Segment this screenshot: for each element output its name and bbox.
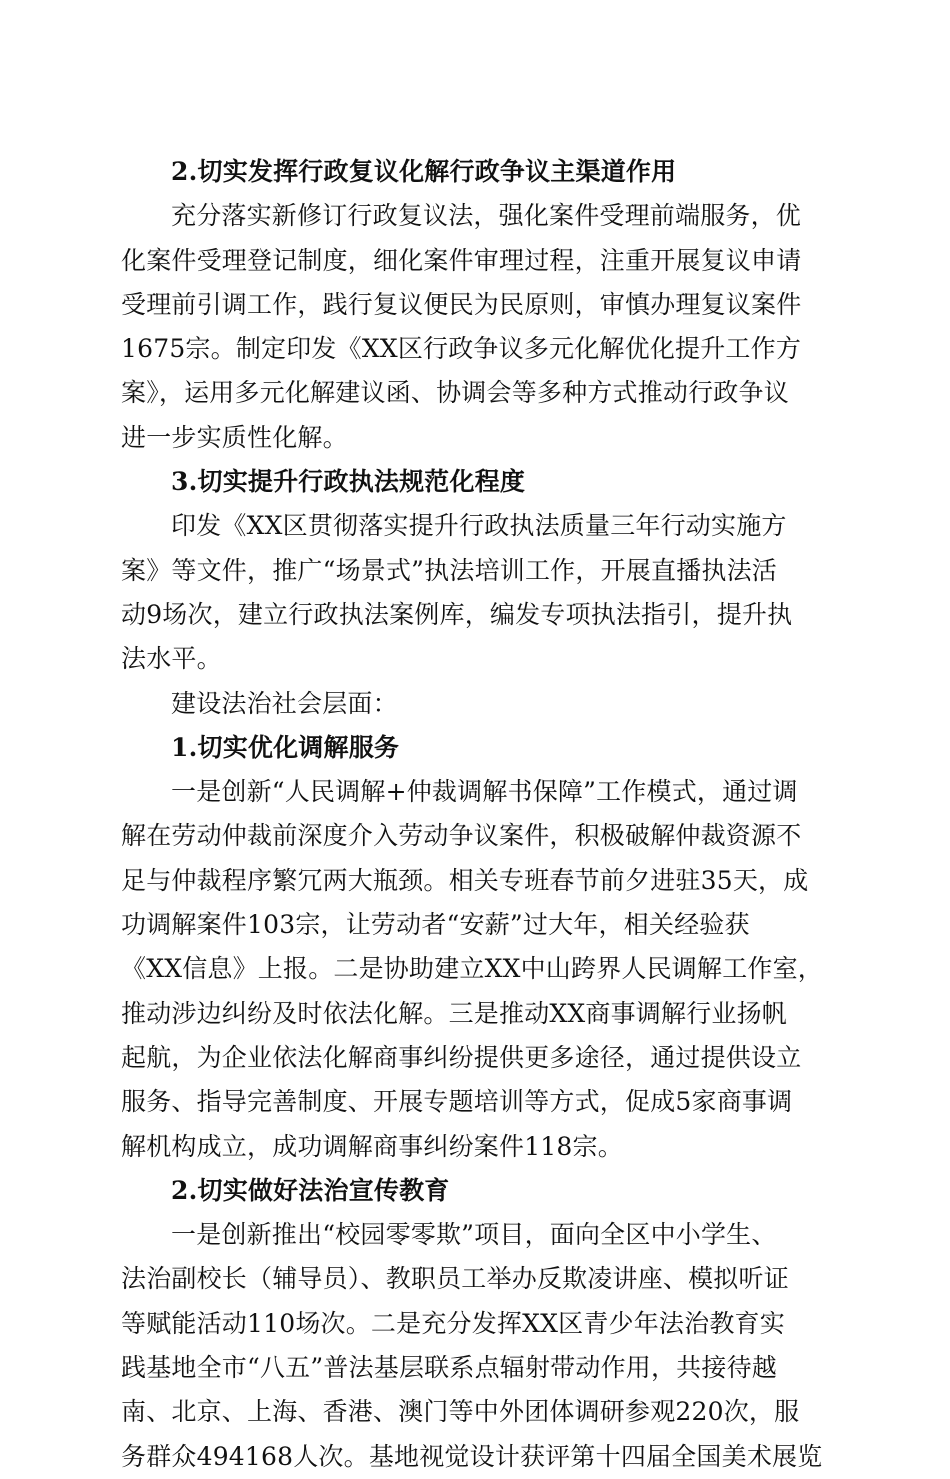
paragraph-line: 化案件受理登记制度，细化案件审理过程，注重开展复议申请	[121, 245, 802, 275]
paragraph-line: 功调解案件103宗，让劳动者“安薪”过大年，相关经验获	[121, 910, 750, 940]
paragraph-line: 一是创新“人民调解+仲裁调解书保障”工作模式，通过调	[171, 777, 798, 807]
paragraph-line: 充分落实新修订行政复议法，强化案件受理前端服务，优	[171, 201, 802, 231]
paragraph-line: 务群众494168人次。基地视觉设计获评第十四届全国美术展览	[121, 1441, 823, 1471]
paragraph-line: 印发《XX区贯彻落实提升行政执法质量三年行动实施方	[171, 511, 787, 541]
paragraph-line: 进一步实质性化解。	[121, 422, 348, 452]
paragraph-line: 案》，运用多元化解建议函、协调会等多种方式推动行政争议	[121, 378, 789, 408]
paragraph-line: 建设法治社会层面：	[171, 688, 398, 718]
paragraph-line: 动9场次，建立行政执法案例库，编发专项执法指引，提升执	[121, 599, 793, 629]
paragraph-line: 法治副校长（辅导员）、教职员工举办反欺凌讲座、模拟听证	[121, 1264, 789, 1294]
paragraph-line: 案》等文件，推广“场景式”执法培训工作，开展直播执法活	[121, 555, 777, 585]
paragraph-line: 推动涉边纠纷及时依法化解。三是推动XX商事调解行业扬帆	[121, 998, 787, 1028]
paragraph-line: 服务、指导完善制度、开展专题培训等方式，促成5家商事调	[121, 1087, 793, 1117]
paragraph-line: 解在劳动仲裁前深度介入劳动争议案件，积极破解仲裁资源不	[121, 821, 802, 851]
paragraph-line: 起航，为企业依法化解商事纠纷提供更多途径，通过提供设立	[121, 1042, 802, 1072]
paragraph-line: 1675宗。制定印发《XX区行政争议多元化解优化提升工作方	[121, 334, 802, 364]
paragraph-line: 一是创新推出“校园零零欺”项目，面向全区中小学生、	[171, 1220, 777, 1250]
section-heading: 1.切实优化调解服务	[171, 732, 400, 762]
paragraph-line: 南、北京、上海、香港、澳门等中外团体调研参观220次，服	[121, 1397, 800, 1427]
paragraph-line: 等赋能活动110场次。二是充分发挥XX区青少年法治教育实	[121, 1308, 785, 1338]
paragraph-line: 践基地全市“八五”普法基层联系点辐射带动作用，共接待越	[121, 1353, 777, 1383]
section-heading: 2.切实发挥行政复议化解行政争议主渠道作用	[171, 157, 677, 186]
paragraph-line: 解机构成立，成功调解商事纠纷案件118宗。	[121, 1131, 623, 1161]
paragraph-line: 足与仲裁程序繁冗两大瓶颈。相关专班春节前夕进驻35天，成	[121, 865, 809, 895]
document-body	[121, 150, 826, 1479]
paragraph-line: 《XX信息》上报。二是协助建立XX中山跨界人民调解工作室，	[121, 954, 823, 984]
paragraph-line: 法水平。	[121, 644, 222, 674]
section-heading: 3.切实提升行政执法规范化程度	[171, 467, 526, 497]
paragraph-line: 受理前引调工作，践行复议便民为民原则，审慎办理复议案件	[121, 289, 802, 319]
section-heading: 2.切实做好法治宣传教育	[171, 1175, 450, 1205]
